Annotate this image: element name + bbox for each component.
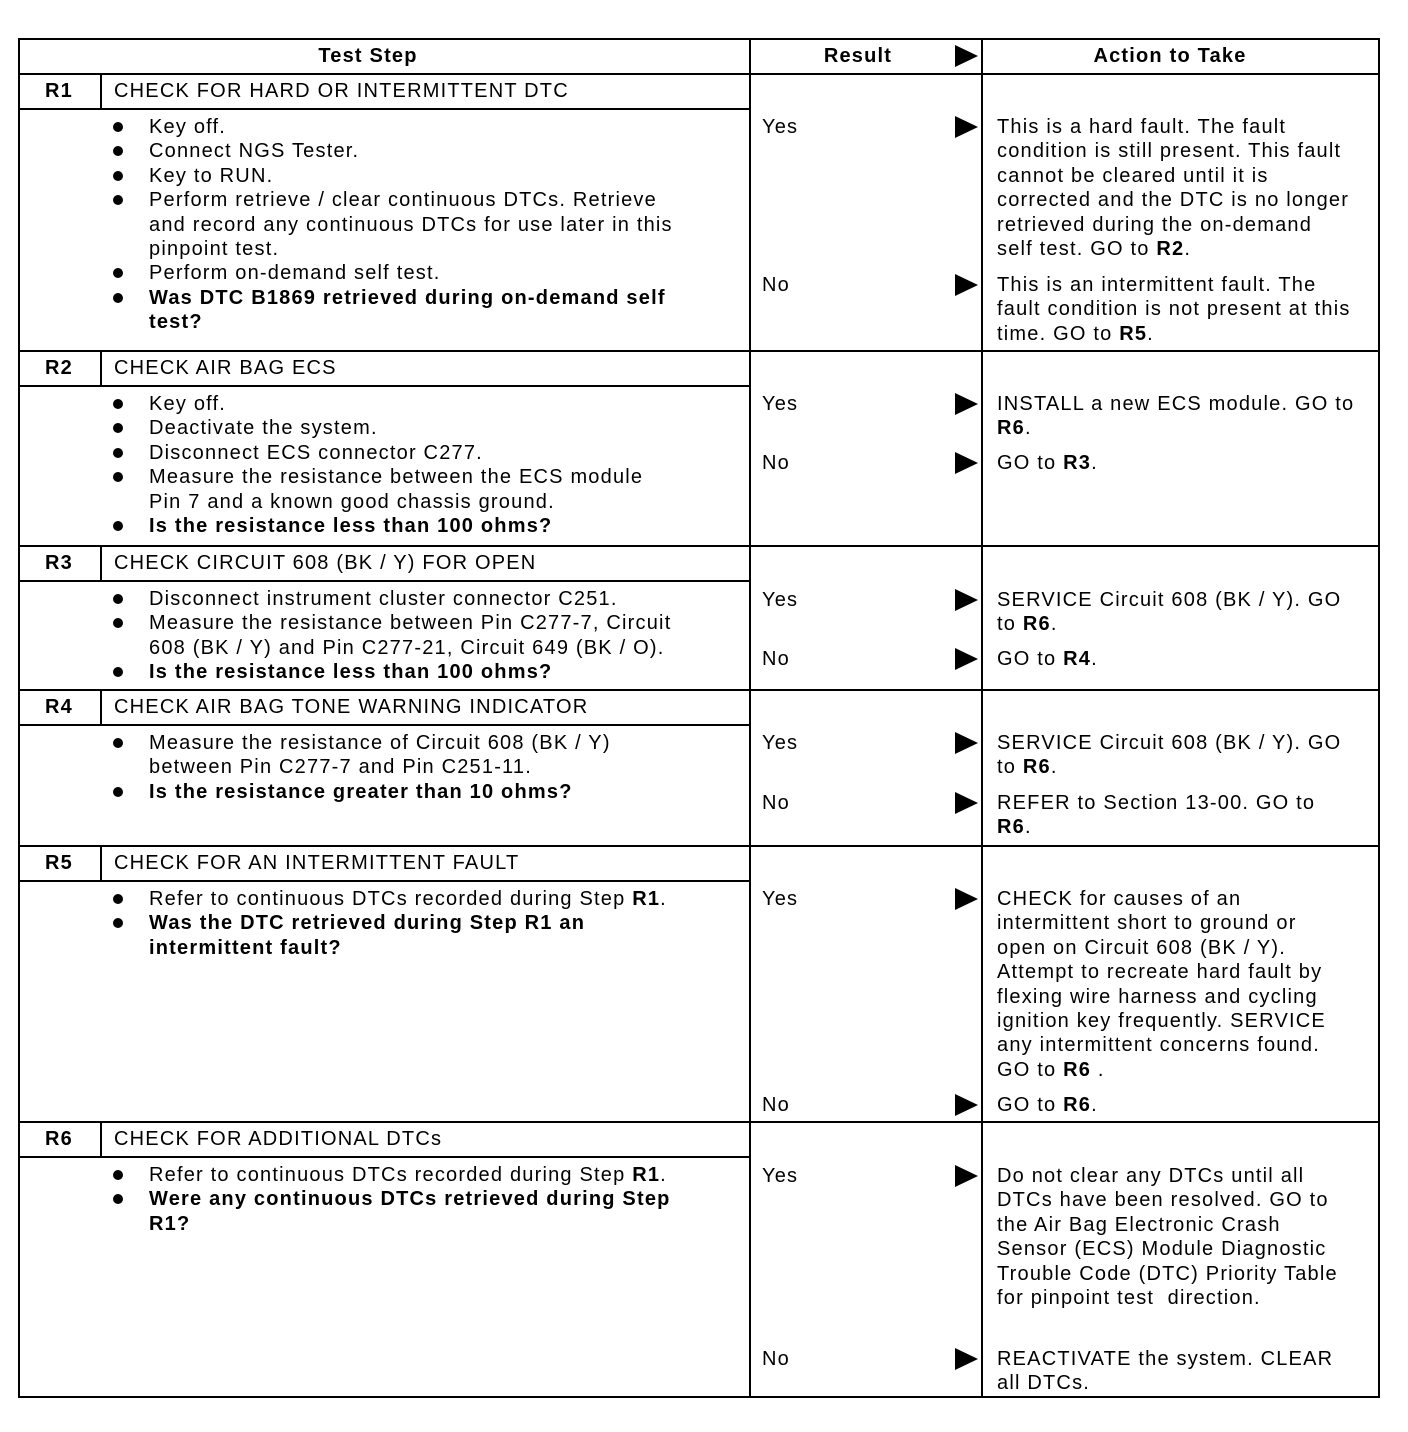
bullet-item (18, 514, 750, 538)
bullet-item (18, 780, 750, 804)
arrow-right-icon (955, 792, 978, 814)
step-title-row (18, 1123, 750, 1158)
header-action: Action to Take (1093, 45, 1247, 67)
result-label: Yes (762, 393, 799, 415)
text-line: cannot be cleared until it is (997, 164, 1269, 187)
text-line: Key to RUN. (149, 164, 274, 187)
action-text (997, 1093, 1377, 1117)
arrow-right-icon (955, 393, 978, 415)
bullet-text (149, 139, 750, 163)
text-line: CHECK for causes of an (997, 888, 1242, 910)
text-line: intermittent fault? (149, 936, 342, 959)
text-line: and record any continuous DTCs for use later in this (149, 213, 673, 236)
step-id: R4 (18, 691, 102, 724)
text-run: . (1050, 756, 1058, 779)
text-line: Measure the resistance of Circuit 608 (BK / Y) (149, 732, 611, 754)
text-line: 608 (BK / Y) and Pin C277-21, Circuit 649 (BK / O). (149, 636, 665, 659)
step-row (18, 1121, 1380, 1398)
bullet-icon (113, 667, 123, 677)
text-line: Do not clear any DTCs until all (997, 1165, 1305, 1187)
text-line: pinpoint test. (149, 237, 280, 260)
bullet-icon (113, 171, 123, 181)
bullet-icon (113, 122, 123, 132)
text-line: DTCs have been resolved. GO to (997, 1189, 1329, 1212)
text-run: GO to (997, 452, 1064, 474)
text-line: between Pin C277-7 and Pin C251-11. (149, 756, 532, 779)
bullet-icon (113, 268, 123, 278)
step-reference: R4 (1063, 648, 1092, 670)
action-text (997, 273, 1377, 346)
bullet-text (149, 465, 750, 514)
bullet-text (149, 115, 750, 139)
bullet-text (149, 911, 750, 960)
bullet-text (149, 1187, 750, 1236)
step-title-row (18, 847, 750, 882)
text-line (997, 416, 1377, 440)
step-row (18, 689, 1380, 846)
text-line (997, 237, 1377, 261)
bullet-icon (113, 738, 123, 748)
text-line: Sensor (ECS) Module Diagnostic (997, 1238, 1327, 1261)
text-line: all DTCs. (997, 1372, 1091, 1395)
result-label: Yes (762, 589, 799, 611)
action-text (997, 791, 1377, 840)
action-text (997, 392, 1377, 441)
text-line: intermittent short to ground or (997, 912, 1297, 935)
step-title: CHECK FOR ADDITIONAL DTCs (114, 1128, 443, 1150)
step-reference: R2 (1156, 237, 1185, 260)
step-reference: R1 (632, 888, 661, 910)
step-bullets (18, 731, 750, 804)
result-label: No (762, 274, 790, 296)
text-line: SERVICE Circuit 608 (BK / Y). GO (997, 732, 1342, 754)
step-id: R1 (18, 75, 102, 108)
step-title-row (18, 352, 750, 387)
arrow-right-icon (955, 1165, 978, 1187)
bullet-item (18, 911, 750, 960)
text-line (997, 1093, 1377, 1117)
step-row (18, 73, 1380, 351)
bullet-item (18, 164, 750, 188)
step-title-row (18, 547, 750, 582)
bullet-text (149, 660, 750, 684)
column-divider (981, 38, 983, 1398)
result-label: No (762, 1094, 790, 1116)
text-line: the Air Bag Electronic Crash (997, 1213, 1281, 1236)
action-text (997, 115, 1377, 261)
text-run: time. GO to (997, 322, 1120, 345)
text-run: . (1091, 1058, 1105, 1081)
bullet-icon (113, 448, 123, 458)
text-line: Is the resistance less than 100 ohms? (149, 661, 553, 684)
text-line: This is a hard fault. The fault (997, 116, 1287, 138)
action-text (997, 887, 1377, 1082)
result-label: Yes (762, 1165, 799, 1187)
action-text (997, 588, 1377, 637)
arrow-right-icon (955, 648, 978, 670)
bullet-icon (113, 293, 123, 303)
text-line: flexing wire harness and cycling (997, 985, 1318, 1008)
bullet-item (18, 887, 750, 911)
step-reference: R6 (1022, 613, 1051, 636)
bullet-icon (113, 423, 123, 433)
text-run: to (997, 756, 1023, 779)
text-run: . (1050, 613, 1058, 636)
text-line: Perform on-demand self test. (149, 262, 441, 285)
bullet-text (149, 587, 750, 611)
text-line: Attempt to recreate hard fault by (997, 961, 1323, 984)
bullet-item (18, 731, 750, 780)
step-reference: R3 (1063, 452, 1092, 474)
text-run: self test. GO to (997, 237, 1157, 260)
result-label: No (762, 792, 790, 814)
step-title: CHECK AIR BAG ECS (114, 357, 337, 379)
step-id: R5 (18, 847, 102, 880)
step-id: R6 (18, 1123, 102, 1156)
column-divider (749, 38, 751, 1398)
step-id: R3 (18, 547, 102, 580)
text-line: REACTIVATE the system. CLEAR (997, 1348, 1334, 1370)
text-line: open on Circuit 608 (BK / Y). (997, 936, 1287, 959)
bullet-icon (113, 618, 123, 628)
bullet-item (18, 1187, 750, 1236)
bullet-text (149, 164, 750, 188)
bullet-item (18, 1163, 750, 1187)
bullet-text (149, 1163, 750, 1187)
bullet-icon (113, 918, 123, 928)
bullet-text (149, 611, 750, 660)
text-line: This is an intermittent fault. The (997, 274, 1317, 296)
bullet-icon (113, 146, 123, 156)
text-line: Measure the resistance between Pin C277-7, Circuit (149, 612, 672, 635)
text-line: Is the resistance less than 100 ohms? (149, 514, 553, 537)
step-reference: R6 (997, 417, 1025, 440)
text-run: to (997, 613, 1023, 636)
bullet-icon (113, 472, 123, 482)
text-line (997, 1058, 1377, 1082)
result-label: No (762, 452, 790, 474)
step-reference: R6 (1063, 1094, 1092, 1116)
text-run: . (1091, 1094, 1098, 1116)
bullet-icon (113, 1170, 123, 1180)
arrow-right-icon (955, 589, 978, 611)
bullet-text (149, 780, 750, 804)
bullet-text (149, 731, 750, 780)
bullet-item (18, 392, 750, 416)
bullet-item (18, 611, 750, 660)
arrow-right-icon (955, 732, 978, 754)
text-line: Was DTC B1869 retrieved during on-demand self (149, 286, 666, 309)
text-run: Refer to continuous DTCs recorded during Step (149, 888, 633, 910)
text-line: retrieved during the on-demand (997, 213, 1313, 236)
text-run: . (1024, 417, 1032, 440)
result-label: Yes (762, 888, 799, 910)
bullet-item (18, 188, 750, 261)
step-title-row (18, 691, 750, 726)
step-reference: R1 (632, 1164, 661, 1186)
bullet-item (18, 261, 750, 285)
bullet-item (18, 416, 750, 440)
action-text (997, 647, 1377, 671)
step-bullets (18, 392, 750, 538)
text-line: Measure the resistance between the ECS module (149, 466, 644, 489)
text-run: . (660, 1164, 667, 1186)
bullet-icon (113, 594, 123, 604)
text-line: condition is still present. This fault (997, 140, 1342, 163)
step-reference: R5 (1119, 322, 1148, 345)
arrow-right-icon (955, 45, 978, 67)
step-title: CHECK AIR BAG TONE WARNING INDICATOR (114, 696, 589, 718)
action-text (997, 1164, 1377, 1310)
text-line: INSTALL a new ECS module. GO to (997, 393, 1355, 415)
step-row (18, 545, 1380, 690)
step-reference: R6 (1063, 1058, 1092, 1081)
bullet-item (18, 441, 750, 465)
text-line: Was the DTC retrieved during Step R1 an (149, 912, 586, 935)
text-line (149, 887, 750, 911)
text-line (997, 322, 1377, 346)
bullet-item (18, 587, 750, 611)
bullet-icon (113, 521, 123, 531)
arrow-right-icon (955, 888, 978, 910)
header-result: Result (823, 45, 893, 67)
text-run: . (660, 888, 667, 910)
text-line: test? (149, 311, 203, 334)
text-line: Connect NGS Tester. (149, 140, 360, 163)
step-bullets (18, 1163, 750, 1236)
text-run: . (1091, 648, 1098, 670)
text-line: ignition key frequently. SERVICE (997, 1009, 1326, 1032)
bullet-item (18, 286, 750, 335)
bullet-item (18, 115, 750, 139)
action-text (997, 451, 1377, 475)
bullet-icon (113, 399, 123, 409)
text-run: . (1184, 237, 1192, 260)
text-run: Refer to continuous DTCs recorded during Step (149, 1164, 633, 1186)
header-test-step: Test Step (318, 45, 418, 67)
text-line (997, 755, 1377, 779)
text-line: Key off. (149, 393, 227, 415)
text-line (997, 612, 1377, 636)
text-line: SERVICE Circuit 608 (BK / Y). GO (997, 589, 1342, 611)
arrow-right-icon (955, 1094, 978, 1116)
step-bullets (18, 587, 750, 685)
text-line: Key off. (149, 116, 227, 138)
text-line (997, 647, 1377, 671)
step-bullets (18, 115, 750, 335)
table-header-row (18, 38, 1380, 74)
step-row (18, 350, 1380, 546)
text-line: any intermittent concerns found. (997, 1034, 1320, 1057)
result-label: No (762, 648, 790, 670)
text-run: . (1024, 816, 1032, 839)
text-run: GO to (997, 1058, 1064, 1081)
bullet-icon (113, 787, 123, 797)
bullet-text (149, 286, 750, 335)
bullet-text (149, 514, 750, 538)
text-line: Is the resistance greater than 10 ohms? (149, 780, 573, 803)
step-reference: R6 (997, 816, 1025, 839)
text-run: . (1091, 452, 1098, 474)
text-line: Pin 7 and a known good chassis ground. (149, 490, 555, 513)
step-id: R2 (18, 352, 102, 385)
text-line: R1? (149, 1212, 191, 1235)
result-label: No (762, 1348, 790, 1370)
text-line: Deactivate the system. (149, 417, 378, 440)
step-title: CHECK CIRCUIT 608 (BK / Y) FOR OPEN (114, 552, 537, 574)
bullet-item (18, 465, 750, 514)
text-line: Disconnect instrument cluster connector C251. (149, 588, 618, 610)
bullet-icon (113, 894, 123, 904)
arrow-right-icon (955, 116, 978, 138)
result-label: Yes (762, 116, 799, 138)
step-bullets (18, 887, 750, 960)
bullet-text (149, 392, 750, 416)
arrow-right-icon (955, 274, 978, 296)
text-line (149, 1163, 750, 1187)
bullet-text (149, 441, 750, 465)
text-line (997, 451, 1377, 475)
bullet-icon (113, 1194, 123, 1204)
text-line: Perform retrieve / clear continuous DTCs. Retrieve (149, 189, 657, 212)
bullet-text (149, 261, 750, 285)
step-title: CHECK FOR HARD OR INTERMITTENT DTC (114, 80, 569, 102)
step-row (18, 845, 1380, 1122)
step-title: CHECK FOR AN INTERMITTENT FAULT (114, 852, 520, 874)
text-line: Trouble Code (DTC) Priority Table (997, 1262, 1338, 1285)
text-line: for pinpoint test direction. (997, 1286, 1261, 1309)
text-line: corrected and the DTC is no longer (997, 189, 1350, 212)
text-run: . (1147, 322, 1154, 345)
result-label: Yes (762, 732, 799, 754)
bullet-text (149, 887, 750, 911)
text-line: fault condition is not present at this (997, 298, 1351, 321)
bullet-text (149, 188, 750, 261)
arrow-right-icon (955, 1348, 978, 1370)
bullet-item (18, 139, 750, 163)
text-line (997, 815, 1377, 839)
bullet-icon (113, 195, 123, 205)
bullet-item (18, 660, 750, 684)
text-line: Disconnect ECS connector C277. (149, 441, 483, 464)
text-run: GO to (997, 1094, 1064, 1116)
arrow-right-icon (955, 452, 978, 474)
bullet-text (149, 416, 750, 440)
action-text (997, 1347, 1377, 1396)
text-line: REFER to Section 13-00. GO to (997, 792, 1316, 814)
text-line: Were any continuous DTCs retrieved during Step (149, 1188, 671, 1211)
step-reference: R6 (1022, 756, 1051, 779)
action-text (997, 731, 1377, 780)
text-run: GO to (997, 648, 1064, 670)
step-title-row (18, 75, 750, 110)
